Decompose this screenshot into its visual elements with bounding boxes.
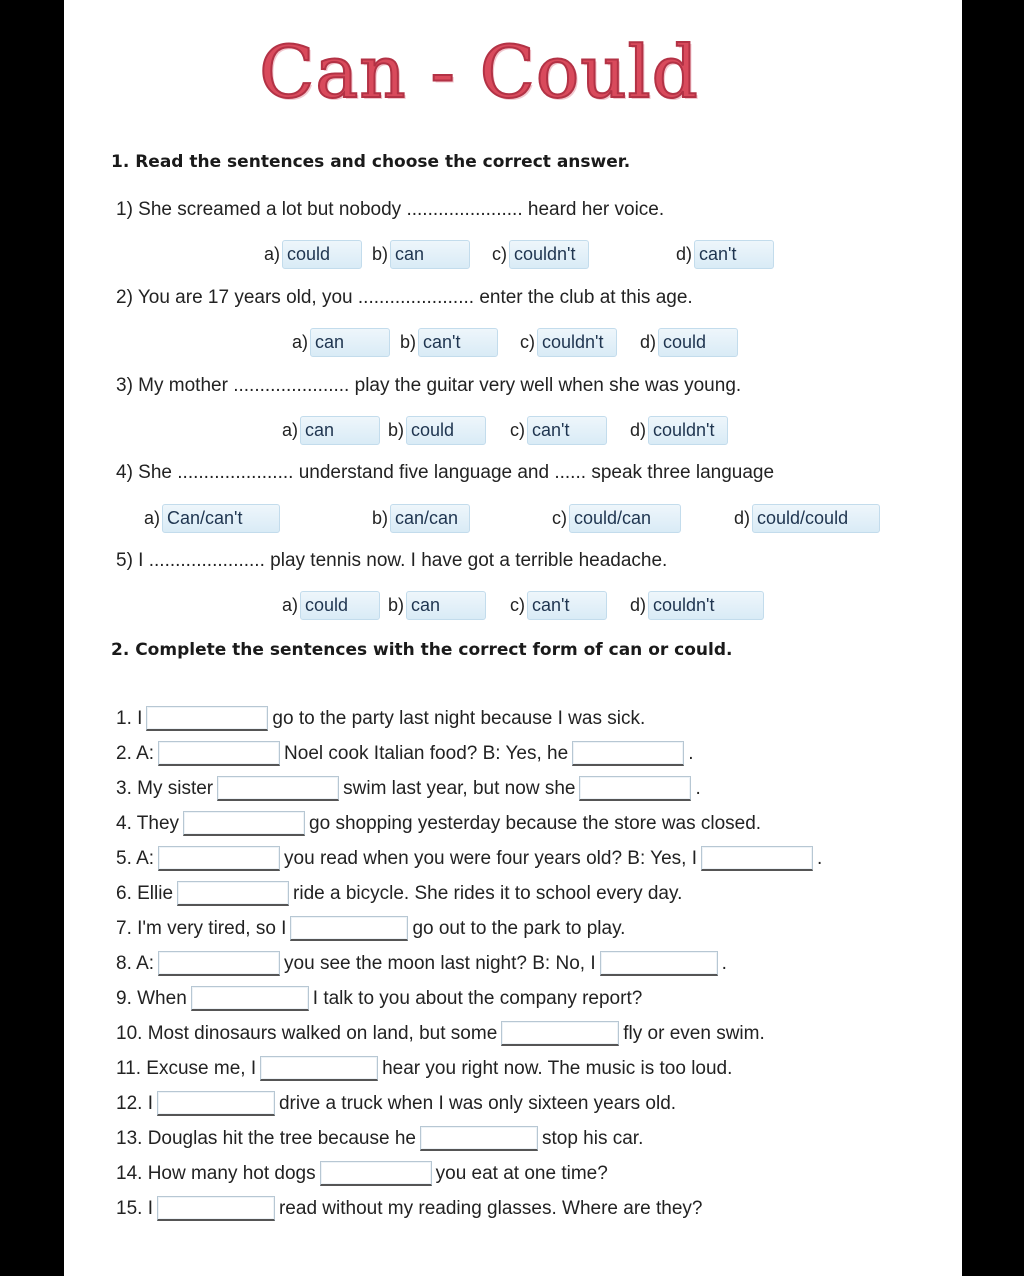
question-3: 3) My mother ...................... play the guitar very well when she was young. [116,375,742,396]
answer-blank[interactable] [146,706,268,731]
fill-line-10: 10. Most dinosaurs walked on land, but some fly or even swim. [116,1021,765,1046]
question-4: 4) She ...................... understand five language and ...... speak three language [116,462,775,483]
answer-blank[interactable] [572,741,684,766]
answer-blank[interactable] [158,951,280,976]
option-4b[interactable]: b) can/can [372,504,470,533]
option-2b[interactable]: b) can't [400,328,498,357]
question-1: 1) She screamed a lot but nobody ...................... heard her voice. [116,199,665,220]
question-5: 5) I ...................... play tennis now. I have got a terrible headache. [116,550,668,571]
answer-dots: ...................... [148,550,265,571]
option-4d[interactable]: d) could/could [734,504,880,533]
option-5d[interactable]: d) couldn't [630,591,764,620]
section2-heading: 2. Complete the sentences with the correct form of can or could. [111,640,733,660]
fill-line-4: 4. They go shopping yesterday because the store was closed. [116,811,761,836]
option-1b[interactable]: b) can [372,240,470,269]
answer-blank[interactable] [579,776,691,801]
answer-blank[interactable] [183,811,305,836]
answer-blank[interactable] [157,1091,275,1116]
answer-dots: ...................... [177,462,294,483]
answer-blank[interactable] [158,846,280,871]
option-2d[interactable]: d) could [640,328,738,357]
answer-dots: ...................... [406,199,523,220]
option-5b[interactable]: b) can [388,591,486,620]
answer-blank[interactable] [260,1056,378,1081]
worksheet-title: Can - Could [259,30,699,114]
answer-dots: ...................... [357,287,475,308]
answer-blank[interactable] [701,846,813,871]
answer-blank[interactable] [501,1021,619,1046]
option-3d[interactable]: d) couldn't [630,416,728,445]
section1-heading: 1. Read the sentences and choose the correct answer. [111,152,631,172]
answer-blank[interactable] [420,1126,538,1151]
option-3b[interactable]: b) could [388,416,486,445]
fill-line-3: 3. My sister swim last year, but now she . [116,776,701,801]
answer-blank[interactable] [177,881,289,906]
fill-line-8: 8. A: you see the moon last night? B: No, I . [116,951,727,976]
fill-line-11: 11. Excuse me, I hear you right now. The music is too loud. [116,1056,732,1081]
fill-line-6: 6. Ellie ride a bicycle. She rides it to school every day. [116,881,682,906]
fill-line-9: 9. When I talk to you about the company report? [116,986,642,1011]
question-2: 2) You are 17 years old, you ...................... enter the club at this age. [116,287,693,308]
option-2a[interactable]: a) can [292,328,390,357]
answer-blank[interactable] [320,1161,432,1186]
fill-line-1: 1. I go to the party last night because I was sick. [116,706,645,731]
answer-blank[interactable] [290,916,408,941]
fill-line-13: 13. Douglas hit the tree because he stop his car. [116,1126,643,1151]
fill-line-14: 14. How many hot dogs you eat at one time? [116,1161,608,1186]
fill-line-5: 5. A: you read when you were four years old? B: Yes, I . [116,846,822,871]
fill-line-7: 7. I'm very tired, so I go out to the park to play. [116,916,625,941]
option-1d[interactable]: d) can't [676,240,774,269]
answer-dots: ...................... [233,375,350,396]
option-1a[interactable]: a) could [264,240,362,269]
worksheet-page [64,0,962,1276]
fill-line-12: 12. I drive a truck when I was only sixteen years old. [116,1091,676,1116]
answer-blank[interactable] [191,986,309,1011]
fill-line-15: 15. I read without my reading glasses. Where are they? [116,1196,702,1221]
answer-blank[interactable] [600,951,718,976]
option-2c[interactable]: c) couldn't [520,328,617,357]
option-3a[interactable]: a) can [282,416,380,445]
answer-blank[interactable] [217,776,339,801]
option-3c[interactable]: c) can't [510,416,607,445]
answer-blank[interactable] [157,1196,275,1221]
fill-line-2: 2. A: Noel cook Italian food? B: Yes, he . [116,741,693,766]
option-5c[interactable]: c) can't [510,591,607,620]
answer-blank[interactable] [158,741,280,766]
option-4a[interactable]: a) Can/can't [144,504,280,533]
option-5a[interactable]: a) could [282,591,380,620]
option-1c[interactable]: c) couldn't [492,240,589,269]
option-4c[interactable]: c) could/can [552,504,681,533]
